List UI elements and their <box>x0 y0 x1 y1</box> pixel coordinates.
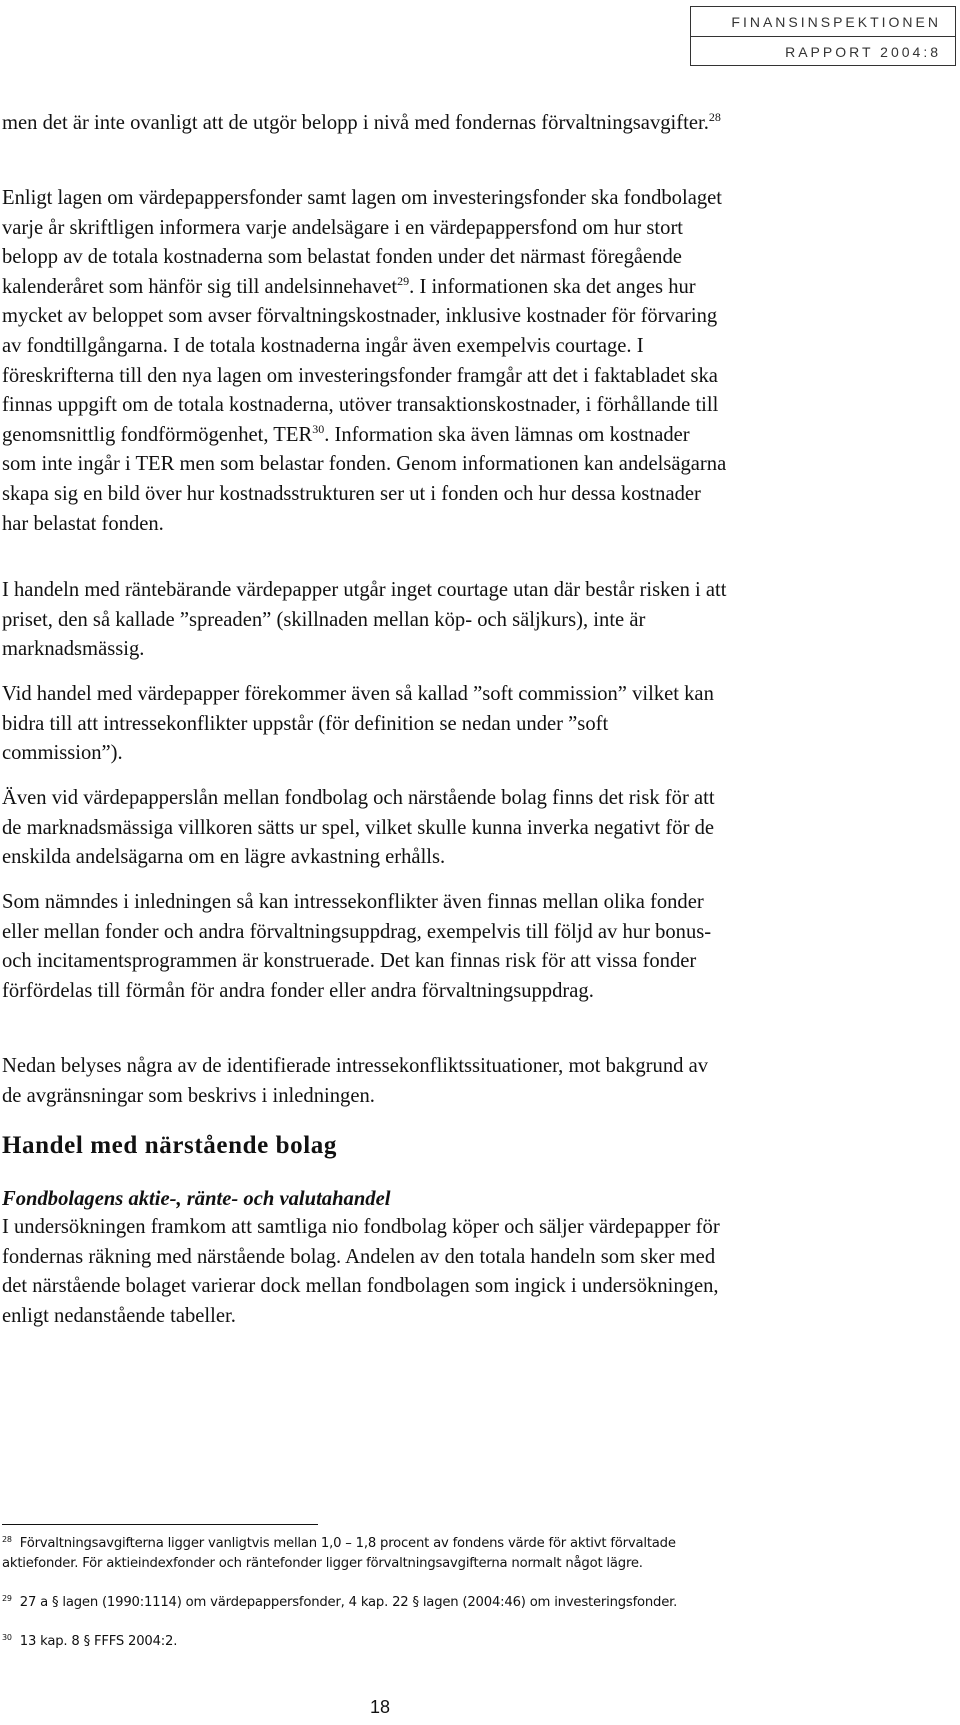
subsection-heading: Fondbolagens aktie-, ränte- och valutahandel <box>2 1188 391 1210</box>
paragraph-2: Enligt lagen om värdepappersfonder samt lagen om investeringsfonder ska fondbolaget varje år skriftligen informera varje andelsägare i en värdepappersfond om hur stort belopp av de totala kostnaderna som belastat fonden under det närmast föregående kalenderåret som hänför sig till andelsinnehavet$^{29}$. I informationen ska det anges hur mycket av beloppet som avser förvaltningskostnader, inklusive kostnader för förvaring av fondtillgångarna. I de totala kostnaderna ingår även exempelvis courtage. I föreskrifterna till den nya lagen om investeringsfonder framgår att det i faktabladet ska finnas uppgift om de totala kostnaderna, utöver transaktionskostnader, i förhållande till genomsnittlig fondförmögenhet, TER$^{30}$. Information ska även lämnas om kostnader som inte ingår i TER men som belastar fonden. Genom informationen kan andelsägarna skapa sig en bild över hur kostnadsstrukturen ser ut i fonden och hur dessa kostnader har belastat fonden. <box>2 187 727 535</box>
paragraph-3: I handeln med räntebärande värdepapper utgår inget courtage utan där består risken i att priset, den så kallade ”spreaden” (skillnaden mellan köp- och säljkurs), inte är marknadsmässig. <box>2 579 727 661</box>
section-heading: Handel med närstående bolag <box>2 1132 337 1159</box>
footnote-separator <box>2 1524 318 1525</box>
footnote-29 <box>2 1593 732 1613</box>
footnote-30 <box>2 1632 732 1652</box>
footnote-number: 30 <box>2 1632 12 1642</box>
header-org-name: FINANSINSPEKTIONEN <box>691 7 955 37</box>
paragraph-4: Vid handel med värdepapper förekommer även så kallad ”soft commission” vilket kan bidra till att intressekonflikter uppstår (för definition se nedan under ”soft commission”). <box>2 683 714 765</box>
footnote-text: Förvaltningsavgifterna ligger vanligtvis mellan 1,0 – 1,8 procent av fondens värde för aktivt förvaltade aktiefonder. För aktieindexfonder och räntefonder ligger förvaltningsavgifterna normalt något lägre. <box>2 1536 676 1571</box>
page-number: 18 <box>369 1697 391 1717</box>
footnote-text: 27 a § lagen (1990:1114) om värdepappersfonder, 4 kap. 22 § lagen (2004:46) om investeringsfonder. <box>19 1595 678 1610</box>
header-report-id: RAPPORT 2004:8 <box>785 44 941 60</box>
footnote-ref-28[interactable]: 28 <box>708 110 721 125</box>
footnote-number: 28 <box>2 1534 12 1544</box>
footnote-text: 13 kap. 8 § FFFS 2004:2. <box>19 1634 178 1649</box>
report-header <box>690 6 956 66</box>
paragraph-7: Nedan belyses några av de identifierade intressekonfliktssituationer, mot bakgrund av de avgränsningar som beskrivs i inledningen. <box>2 1055 709 1107</box>
footnote-number: 29 <box>2 1593 12 1603</box>
section-paragraph: I undersökningen framkom att samtliga nio fondbolag köper och säljer värdepapper för fondernas räkning med närstående bolag. Andelen av den totala handeln som sker med det närstående bolaget varierar dock mellan fondbolagen som ingick i undersökningen, enligt nedanstående tabeller. <box>2 1216 720 1327</box>
paragraph-5: Även vid värdepapperslån mellan fondbolag och närstående bolag finns det risk för att de marknadsmässiga villkoren sätts ur spel, vilket skulle kunna inverka negativt för de enskilda andelsägarna om en lägre avkastning erhålls. <box>2 787 715 869</box>
paragraph-6: Som nämndes i inledningen så kan intressekonflikter även finnas mellan olika fonder eller mellan fonder och andra förvaltningsuppdrag, exempelvis till följd av hur bonus- och incitamentsprogrammen är konstruerade. Det kan finnas risk för att vissa fonder förfördelas till förmån för andra fonder eller andra förvaltningsuppdrag. <box>2 891 712 1002</box>
footnote-28 <box>2 1534 732 1573</box>
footnote-ref-30[interactable]: 30 <box>312 421 325 436</box>
footnote-ref-29[interactable]: 29 <box>397 273 410 288</box>
paragraph-1: men det är inte ovanligt att de utgör belopp i nivå med fondernas förvaltningsavgifter.$^{28}$ <box>2 110 721 134</box>
